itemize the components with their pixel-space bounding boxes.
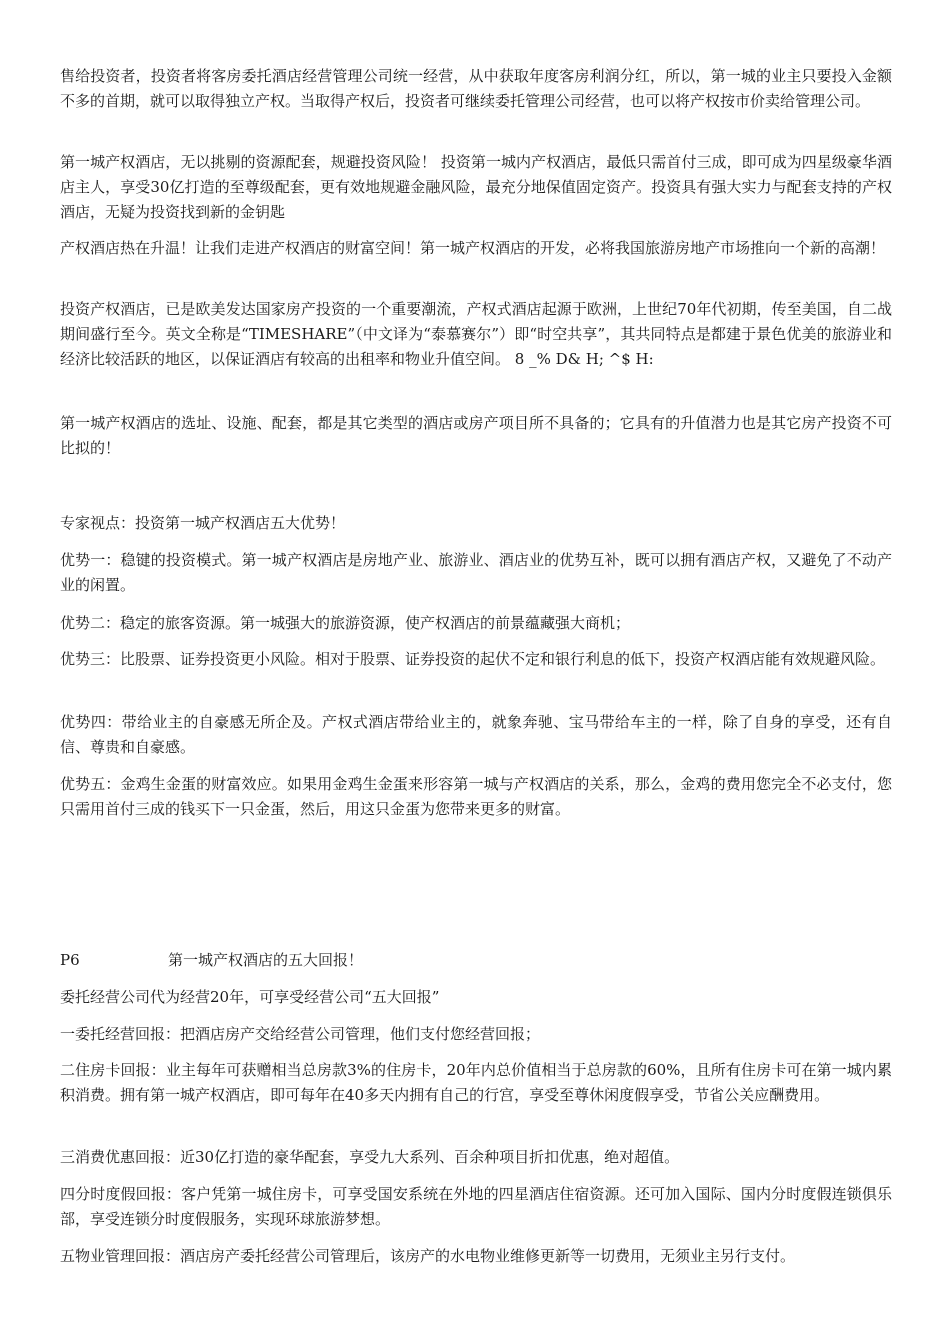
- intro-paragraph-5: 第一城产权酒店的选址、设施、配套，都是其它类型的酒店或房产项目所不具备的；它具有的升值潜力也是其它房产投资不可比拟的！: [60, 414, 892, 457]
- intro-paragraph-2: 第一城产权酒店，无以挑剔的资源配套，规避投资风险！ 投资第一城内产权酒店，最低只需首付三成，即可成为四星级豪华酒店主人，享受30亿打造的至尊级配套，更有效地规避金融风险，最充分地保值固定资产。投资具有强大实力与配套支持的产权酒店，无疑为投资找到新的金钥匙: [60, 153, 892, 221]
- advantage-1: 优势一：稳键的投资模式。第一城产权酒店是房地产业、旅游业、酒店业的优势互补，既可以拥有酒店产权，又避免了不动产业的闲置。: [60, 551, 892, 594]
- return-item-3: 三消费优惠回报：近30亿打造的豪华配套，享受九大系列、百余种项目折扣优惠，绝对超值。: [60, 1148, 680, 1166]
- expert-heading: 专家视点：投资第一城产权酒店五大优势！: [60, 514, 346, 532]
- intro-paragraph-4: 投资产权酒店，已是欧美发达国家房产投资的一个重要潮流，产权式酒店起源于欧洲，上世纪70年代初期，传至美国，自二战期间盛行至今。英文全称是“TIMESHARE”（中文译为“泰慕赛尔”）即“时空共享”，其共同特点是都建于景色优美的旅游业和经济比较活跃的地区，以保证酒店有较高的出租率和物业升值空间。 8 _% D& H; ^$ H:: [60, 300, 892, 368]
- returns-title: 第一城产权酒店的五大回报！: [168, 951, 364, 969]
- advantage-2: 优势二：稳定的旅客资源。第一城强大的旅游资源，使产权酒店的前景蕴藏强大商机；: [60, 614, 631, 632]
- intro-paragraph-3: 产权酒店热在升温！让我们走进产权酒店的财富空间！第一城产权酒店的开发，必将我国旅游房地产市场推向一个新的高潮！: [60, 239, 886, 257]
- advantage-5: 优势五：金鸡生金蛋的财富效应。如果用金鸡生金蛋来形容第一城与产权酒店的关系，那么，金鸡的费用您完全不必支付，您只需用首付三成的钱买下一只金蛋，然后，用这只金蛋为您带来更多的财富。: [60, 775, 892, 818]
- advantage-3: 优势三：比股票、证券投资更小风险。相对于股票、证券投资的起伏不定和银行利息的低下，投资产权酒店能有效规避风险。: [60, 650, 886, 668]
- return-item-4: 四分时度假回报：客户凭第一城住房卡，可享受国安系统在外地的四星酒店住宿资源。还可加入国际、国内分时度假连锁俱乐部，享受连锁分时度假服务，实现环球旅游梦想。: [60, 1185, 892, 1228]
- return-item-2: 二住房卡回报：业主每年可获赠相当总房款3%的住房卡，20年内总价值相当于总房款的60%，且所有住房卡可在第一城内累积消费。拥有第一城产权酒店，即可每年在40多天内拥有自己的行宫，享受至尊休闲度假享受，节省公关应酬费用。: [60, 1061, 892, 1104]
- returns-intro: 委托经营公司代为经营20年，可享受经营公司“五大回报”: [60, 988, 440, 1006]
- return-item-1: 一委托经营回报：把酒店房产交给经营公司管理，他们支付您经营回报；: [60, 1025, 541, 1043]
- page-label: P6: [60, 951, 80, 969]
- advantage-4: 优势四：带给业主的自豪感无所企及。产权式酒店带给业主的，就象奔驰、宝马带给车主的一样，除了自身的享受，还有自信、尊贵和自豪感。: [60, 713, 892, 756]
- return-item-5: 五物业管理回报：酒店房产委托经营公司管理后，该房产的水电物业维修更新等一切费用，无须业主另行支付。: [60, 1247, 796, 1265]
- intro-paragraph-1: 售给投资者，投资者将客房委托酒店经营管理公司统一经营，从中获取年度客房利润分红，所以，第一城的业主只要投入金额不多的首期，就可以取得独立产权。当取得产权后，投资者可继续委托管理公司经营，也可以将产权按市价卖给管理公司。: [60, 67, 892, 110]
